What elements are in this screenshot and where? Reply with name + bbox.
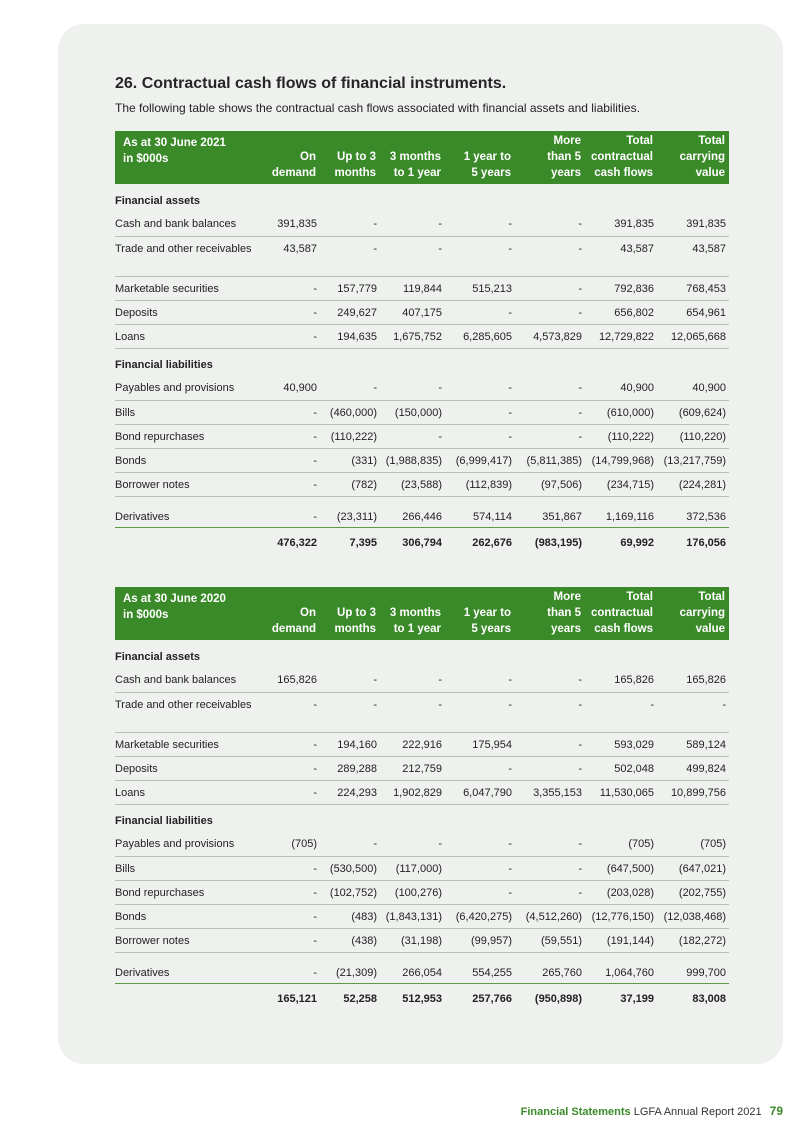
- cell-value: -: [515, 832, 585, 856]
- table-row: [115, 756, 729, 780]
- cell-value: (110,222): [320, 424, 380, 448]
- cell-value: 512,953: [402, 992, 442, 1005]
- cell-value: -: [265, 952, 320, 983]
- column-header: [445, 131, 515, 184]
- cell-value: (23,311): [320, 496, 380, 527]
- row-label: [115, 983, 265, 1014]
- column-header-line: contractual: [591, 151, 653, 163]
- cell-value: 257,766: [472, 992, 512, 1005]
- cell-value: -: [445, 300, 515, 324]
- cell-value: (610,000): [585, 400, 657, 424]
- cell-value: 391,835: [657, 212, 729, 236]
- row-label: Bills: [115, 856, 265, 880]
- cell-value: 40,900: [585, 376, 657, 400]
- footer-report-name: LGFA Annual Report 2021: [633, 1106, 762, 1118]
- cell-value: -: [380, 832, 445, 856]
- table-row: [115, 376, 729, 400]
- column-header-line: 1 year to: [463, 151, 511, 163]
- column-header-line: cash flows: [594, 623, 653, 635]
- cell-value: -: [445, 880, 515, 904]
- row-label: Loans: [115, 324, 265, 348]
- footer-section-name: Financial Statements: [520, 1106, 631, 1118]
- cell-value: -: [380, 424, 445, 448]
- cell-value: 249,627: [320, 300, 380, 324]
- cell-value: 69,992: [620, 536, 654, 549]
- cell-value: 119,844: [380, 276, 445, 300]
- column-header-line: contractual: [591, 607, 653, 619]
- cell-value: 176,056: [686, 536, 726, 549]
- cell-value: -: [515, 880, 585, 904]
- section-heading-row: [115, 184, 729, 212]
- table-row: [115, 780, 729, 804]
- cell-value: 175,954: [445, 732, 515, 756]
- cell-value: 407,175: [380, 300, 445, 324]
- column-header-line: carrying: [679, 151, 725, 163]
- cell-value: (6,420,275): [445, 904, 515, 928]
- cell-value: -: [265, 780, 320, 804]
- cell-value: -: [320, 376, 380, 400]
- cell-value: 165,826: [585, 668, 657, 692]
- column-header-line: 5 years: [471, 167, 511, 179]
- section-heading-row: [115, 804, 729, 832]
- cell-value: (31,198): [380, 928, 445, 952]
- cell-value: 499,824: [657, 756, 729, 780]
- cell-value: 654,961: [657, 300, 729, 324]
- cell-value: 165,826: [265, 668, 320, 692]
- column-header: [515, 131, 585, 184]
- cell-value: 224,293: [320, 780, 380, 804]
- header-units: in $000s: [123, 609, 169, 621]
- cell-value: -: [380, 376, 445, 400]
- column-header: [265, 131, 320, 184]
- row-label: Bond repurchases: [115, 880, 265, 904]
- row-label: Bills: [115, 400, 265, 424]
- column-header: [320, 131, 380, 184]
- table-row: [115, 236, 729, 276]
- derivatives-row: [115, 952, 729, 983]
- table-row: [115, 212, 729, 236]
- cell-value: (191,144): [585, 928, 657, 952]
- cell-value: -: [320, 236, 380, 276]
- cell-value: 165,121: [277, 992, 317, 1005]
- totals-row: [115, 527, 729, 558]
- header-period: [115, 131, 265, 184]
- cell-value: (182,272): [657, 928, 729, 952]
- cell-value: -: [380, 212, 445, 236]
- cell-value: (112,839): [445, 472, 515, 496]
- cell-value: 4,573,829: [515, 324, 585, 348]
- column-header-line: demand: [271, 623, 316, 635]
- cell-value: 7,395: [349, 536, 377, 549]
- table-row: [115, 448, 729, 472]
- column-header: [657, 587, 729, 640]
- cell-value: 266,446: [380, 496, 445, 527]
- column-header-line: value: [695, 623, 725, 635]
- cell-value: 1,064,760: [585, 952, 657, 983]
- column-header-line: 1 year to: [463, 607, 511, 619]
- cell-value: (5,811,385): [515, 448, 585, 472]
- cell-value: 391,835: [585, 212, 657, 236]
- column-header-line: cash flows: [594, 167, 653, 179]
- row-label: Bonds: [115, 904, 265, 928]
- row-label: Loans: [115, 780, 265, 804]
- column-header-line: years: [550, 623, 581, 635]
- table-header-row: [115, 131, 729, 184]
- cell-value: 43,587: [265, 236, 320, 276]
- cell-value: -: [265, 324, 320, 348]
- table-row: [115, 880, 729, 904]
- cell-value: 222,916: [380, 732, 445, 756]
- column-header-line: to 1 year: [393, 623, 441, 635]
- cell-value: 212,759: [380, 756, 445, 780]
- cell-value: -: [265, 472, 320, 496]
- cell-value: (110,222): [585, 424, 657, 448]
- cell-value: (202,755): [657, 880, 729, 904]
- cell-value: -: [380, 668, 445, 692]
- cell-value: 515,213: [445, 276, 515, 300]
- cell-value: (117,000): [380, 856, 445, 880]
- column-header-line: Total: [698, 135, 725, 147]
- cell-value: 999,700: [657, 952, 729, 983]
- section-heading-row: [115, 348, 729, 376]
- cell-value: 52,258: [343, 992, 377, 1005]
- cell-value: (12,038,468): [657, 904, 729, 928]
- cell-value: (23,588): [380, 472, 445, 496]
- cash-flow-table: [115, 131, 729, 558]
- cell-value: (950,898): [534, 992, 582, 1005]
- column-header-line: value: [695, 167, 725, 179]
- note-title: 26. Contractual cash flows of financial instruments.: [115, 75, 507, 92]
- table-row: [115, 732, 729, 756]
- column-header-line: than 5: [547, 607, 581, 619]
- row-label: Trade and other receivables: [115, 692, 265, 732]
- column-header-line: years: [550, 167, 581, 179]
- section-heading-row: [115, 640, 729, 668]
- column-header-line: 5 years: [471, 623, 511, 635]
- cell-value: -: [445, 756, 515, 780]
- cell-value: (4,512,260): [515, 904, 585, 928]
- note-intro: The following table shows the contractual cash flows associated with financial assets and liabilities.: [115, 101, 640, 115]
- cell-value: 40,900: [657, 376, 729, 400]
- cell-value: -: [265, 448, 320, 472]
- column-header: [585, 587, 657, 640]
- cell-value: 10,899,756: [657, 780, 729, 804]
- row-label: Derivatives: [115, 496, 265, 527]
- cell-value: 6,047,790: [445, 780, 515, 804]
- column-header: [265, 587, 320, 640]
- cell-value: (983,195): [534, 536, 582, 549]
- cell-value: -: [265, 424, 320, 448]
- cell-value: 593,029: [585, 732, 657, 756]
- cell-value: -: [515, 276, 585, 300]
- cell-value: (21,309): [320, 952, 380, 983]
- cell-value: (13,217,759): [657, 448, 729, 472]
- cell-value: 265,760: [515, 952, 585, 983]
- table-row: [115, 856, 729, 880]
- cell-value: 3,355,153: [515, 780, 585, 804]
- derivatives-row: [115, 496, 729, 527]
- cell-value: (647,021): [657, 856, 729, 880]
- cell-value: (782): [320, 472, 380, 496]
- cell-value: (12,776,150): [585, 904, 657, 928]
- table-header-row: [115, 587, 729, 640]
- row-label: Borrower notes: [115, 472, 265, 496]
- cell-value: (6,999,417): [445, 448, 515, 472]
- cell-value: (59,551): [515, 928, 585, 952]
- cell-value: (331): [320, 448, 380, 472]
- row-label: Derivatives: [115, 952, 265, 983]
- cell-value: (1,988,835): [380, 448, 445, 472]
- column-header-line: More: [553, 591, 581, 603]
- section-heading: Financial liabilities: [115, 815, 213, 827]
- cell-value: -: [265, 732, 320, 756]
- cell-value: 574,114: [445, 496, 515, 527]
- column-header: [380, 587, 445, 640]
- cell-value: (647,500): [585, 856, 657, 880]
- cell-value: 391,835: [265, 212, 320, 236]
- cell-value: (14,799,968): [585, 448, 657, 472]
- row-label: Cash and bank balances: [115, 668, 265, 692]
- column-header-line: than 5: [547, 151, 581, 163]
- cell-value: 554,255: [445, 952, 515, 983]
- cell-value: 372,536: [657, 496, 729, 527]
- cell-value: -: [445, 856, 515, 880]
- cell-value: -: [515, 692, 585, 732]
- cell-value: (110,220): [657, 424, 729, 448]
- row-label: Payables and provisions: [115, 376, 265, 400]
- cell-value: 262,676: [472, 536, 512, 549]
- column-header-line: On: [300, 607, 316, 619]
- cell-value: -: [320, 692, 380, 732]
- header-units: in $000s: [123, 153, 169, 165]
- cell-value: 1,675,752: [380, 324, 445, 348]
- cell-value: (705): [657, 832, 729, 856]
- cell-value: 1,169,116: [585, 496, 657, 527]
- row-label: Deposits: [115, 756, 265, 780]
- cell-value: 6,285,605: [445, 324, 515, 348]
- table-row: [115, 692, 729, 732]
- table-row: [115, 324, 729, 348]
- cell-value: -: [515, 212, 585, 236]
- row-label: Bonds: [115, 448, 265, 472]
- cell-value: -: [515, 756, 585, 780]
- cell-value: -: [380, 236, 445, 276]
- cell-value: -: [265, 756, 320, 780]
- cell-value: -: [265, 928, 320, 952]
- cell-value: -: [515, 300, 585, 324]
- page-number: 79: [769, 1104, 783, 1118]
- cell-value: 194,635: [320, 324, 380, 348]
- column-header: [515, 587, 585, 640]
- table-row: [115, 904, 729, 928]
- row-label: Borrower notes: [115, 928, 265, 952]
- cell-value: -: [265, 496, 320, 527]
- table-row: [115, 300, 729, 324]
- header-period: [115, 587, 265, 640]
- cell-value: -: [515, 236, 585, 276]
- column-header-line: Total: [626, 591, 653, 603]
- cell-value: (150,000): [380, 400, 445, 424]
- table-row: [115, 928, 729, 952]
- cell-value: 43,587: [657, 236, 729, 276]
- column-header-line: carrying: [679, 607, 725, 619]
- cash-flow-table: [115, 587, 729, 1014]
- cell-value: -: [515, 856, 585, 880]
- cell-value: 1,902,829: [380, 780, 445, 804]
- cell-value: -: [265, 692, 320, 732]
- column-header-line: Up to 3: [337, 151, 376, 163]
- cell-value: -: [515, 424, 585, 448]
- column-header: [320, 587, 380, 640]
- cell-value: (438): [320, 928, 380, 952]
- cell-value: 768,453: [657, 276, 729, 300]
- cell-value: 83,008: [692, 992, 726, 1005]
- cell-value: 792,836: [585, 276, 657, 300]
- column-header-line: Total: [698, 591, 725, 603]
- table-row: [115, 276, 729, 300]
- cell-value: -: [445, 668, 515, 692]
- cell-value: 12,729,822: [585, 324, 657, 348]
- table-row: [115, 668, 729, 692]
- row-label: Marketable securities: [115, 732, 265, 756]
- row-label: [115, 527, 265, 558]
- cell-value: (530,500): [320, 856, 380, 880]
- column-header-line: More: [553, 135, 581, 147]
- cell-value: -: [445, 832, 515, 856]
- cell-value: -: [515, 668, 585, 692]
- cell-value: (483): [320, 904, 380, 928]
- cell-value: (460,000): [320, 400, 380, 424]
- row-label: Marketable securities: [115, 276, 265, 300]
- cell-value: (100,276): [380, 880, 445, 904]
- cell-value: -: [445, 376, 515, 400]
- section-heading: Financial liabilities: [115, 359, 213, 371]
- cell-value: -: [515, 732, 585, 756]
- column-header-line: 3 months: [389, 607, 441, 619]
- table-row: [115, 424, 729, 448]
- cell-value: (102,752): [320, 880, 380, 904]
- cell-value: -: [585, 692, 657, 732]
- row-label: Deposits: [115, 300, 265, 324]
- cell-value: -: [445, 236, 515, 276]
- cell-value: -: [265, 856, 320, 880]
- page-footer: [521, 1104, 783, 1118]
- column-header-line: 3 months: [389, 151, 441, 163]
- totals-row: [115, 983, 729, 1014]
- cell-value: 476,322: [277, 536, 317, 549]
- cell-value: (224,281): [657, 472, 729, 496]
- cell-value: -: [320, 668, 380, 692]
- cell-value: (609,624): [657, 400, 729, 424]
- cell-value: -: [265, 904, 320, 928]
- cell-value: (203,028): [585, 880, 657, 904]
- section-heading: Financial assets: [115, 195, 200, 207]
- cell-value: (705): [585, 832, 657, 856]
- cell-value: -: [320, 212, 380, 236]
- column-header-line: months: [334, 623, 376, 635]
- cell-value: (234,715): [585, 472, 657, 496]
- row-label: Trade and other receivables: [115, 236, 265, 276]
- cell-value: -: [657, 692, 729, 732]
- column-header-line: months: [334, 167, 376, 179]
- cell-value: 306,794: [402, 536, 442, 549]
- cell-value: -: [445, 424, 515, 448]
- cell-value: 40,900: [265, 376, 320, 400]
- cell-value: -: [265, 300, 320, 324]
- cell-value: (1,843,131): [380, 904, 445, 928]
- column-header: [657, 131, 729, 184]
- cell-value: 656,802: [585, 300, 657, 324]
- cell-value: -: [445, 212, 515, 236]
- cell-value: -: [265, 276, 320, 300]
- cell-value: 351,867: [515, 496, 585, 527]
- cell-value: 266,054: [380, 952, 445, 983]
- header-date: As at 30 June 2021: [123, 137, 226, 149]
- column-header-line: Up to 3: [337, 607, 376, 619]
- column-header-line: Total: [626, 135, 653, 147]
- cell-value: -: [445, 692, 515, 732]
- column-header: [585, 131, 657, 184]
- cell-value: 289,288: [320, 756, 380, 780]
- cell-value: 43,587: [585, 236, 657, 276]
- cell-value: 12,065,668: [657, 324, 729, 348]
- row-label: Cash and bank balances: [115, 212, 265, 236]
- cell-value: -: [380, 692, 445, 732]
- cell-value: 194,160: [320, 732, 380, 756]
- cell-value: -: [515, 376, 585, 400]
- cell-value: 502,048: [585, 756, 657, 780]
- cell-value: -: [265, 400, 320, 424]
- header-date: As at 30 June 2020: [123, 593, 226, 605]
- cell-value: -: [445, 400, 515, 424]
- cell-value: 11,530,065: [585, 780, 657, 804]
- table-row: [115, 832, 729, 856]
- column-header-line: demand: [271, 167, 316, 179]
- cell-value: -: [265, 880, 320, 904]
- column-header: [445, 587, 515, 640]
- cell-value: (97,506): [515, 472, 585, 496]
- cell-value: 157,779: [320, 276, 380, 300]
- column-header: [380, 131, 445, 184]
- column-header-line: On: [300, 151, 316, 163]
- cell-value: -: [320, 832, 380, 856]
- section-heading: Financial assets: [115, 651, 200, 663]
- row-label: Bond repurchases: [115, 424, 265, 448]
- column-header-line: to 1 year: [393, 167, 441, 179]
- table-row: [115, 472, 729, 496]
- cell-value: (99,957): [445, 928, 515, 952]
- cell-value: 37,199: [620, 992, 654, 1005]
- cell-value: 589,124: [657, 732, 729, 756]
- row-label: Payables and provisions: [115, 832, 265, 856]
- table-row: [115, 400, 729, 424]
- cell-value: 165,826: [657, 668, 729, 692]
- cell-value: -: [515, 400, 585, 424]
- cell-value: (705): [265, 832, 320, 856]
